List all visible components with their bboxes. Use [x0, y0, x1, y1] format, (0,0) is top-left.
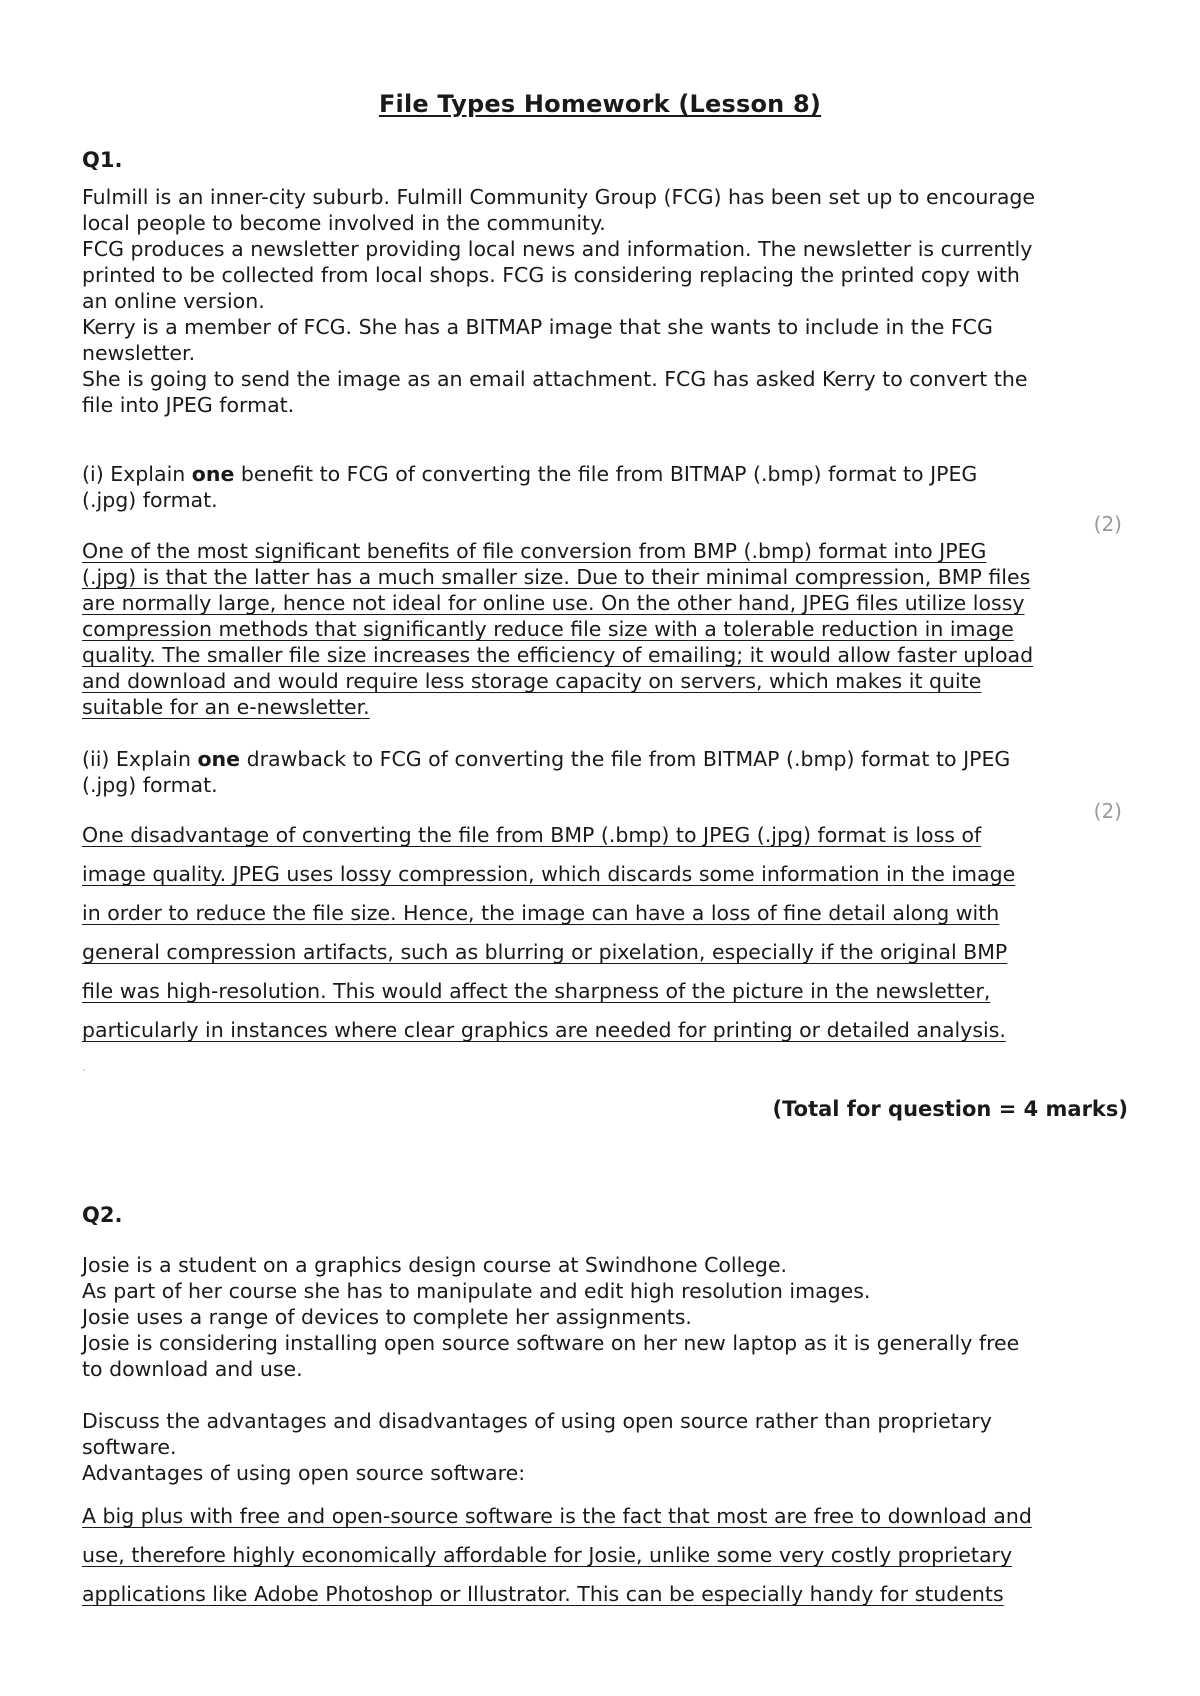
answer-line: compression methods that significantly reduce file size with a tolerable reduction in image	[82, 617, 1014, 641]
answer-line: image quality. JPEG uses lossy compression, which discards some information in the image	[82, 862, 1016, 886]
q2-scenario-line: As part of her course she has to manipulate and edit high resolution images.	[82, 1279, 871, 1303]
q2-scenario-line: to download and use.	[82, 1357, 303, 1381]
q2-answer	[82, 1497, 1132, 1614]
q1-total-marks: (Total for question = 4 marks)	[772, 1097, 1128, 1121]
q1-part-ii-line1	[82, 746, 1132, 772]
q1-label: Q1.	[82, 148, 123, 172]
answer-line: (.jpg) is that the latter has a much smaller size. Due to their minimal compression, BMP files	[82, 565, 1031, 589]
q1-part-i-line1	[82, 461, 1132, 487]
answer-line: A big plus with free and open-source software is the fact that most are free to download and	[82, 1504, 1032, 1528]
answer-line: One of the most significant benefits of file conversion from BMP (.bmp) format into JPEG	[82, 539, 987, 563]
q1-scenario-line: FCG produces a newsletter providing local news and information. The newsletter is currently	[82, 237, 1033, 261]
q1-part-ii-suffix: drawback to FCG of converting the file from BITMAP (.bmp) format to JPEG	[240, 747, 1011, 771]
q2-scenario-line: Josie uses a range of devices to complete her assignments.	[82, 1305, 692, 1329]
answer-line: One disadvantage of converting the file from BMP (.bmp) to JPEG (.jpg) format is loss of	[82, 823, 982, 847]
q1-scenario-line: Kerry is a member of FCG. She has a BITMAP image that she wants to include in the FCG	[82, 315, 993, 339]
q1-part-i-question	[82, 461, 1132, 513]
q1-scenario-line: an online version.	[82, 289, 265, 313]
answer-line: in order to reduce the file size. Hence, the image can have a loss of fine detail along with	[82, 901, 1000, 925]
q1-part-i-line2: (.jpg) format.	[82, 488, 218, 512]
q1-part-ii-prefix: (ii) Explain	[82, 747, 198, 771]
answer-line: and download and would require less storage capacity on servers, which makes it quite	[82, 669, 982, 693]
answer-line: applications like Adobe Photoshop or Illustrator. This can be especially handy for students	[82, 1582, 1004, 1606]
q1-part-i-suffix: benefit to FCG of converting the file from BITMAP (.bmp) format to JPEG	[234, 462, 978, 486]
q1-part-i-answer	[82, 538, 1132, 720]
q1-scenario-line: Fulmill is an inner-city suburb. Fulmill Community Group (FCG) has been set up to encourage	[82, 185, 1036, 209]
q2-prompt-line: software.	[82, 1435, 177, 1459]
q1-part-ii-line2: (.jpg) format.	[82, 773, 218, 797]
q2-label: Q2.	[82, 1203, 123, 1227]
answer-line: quality. The smaller file size increases the efficiency of emailing; it would allow faster upload	[82, 643, 1034, 667]
q1-part-ii-question	[82, 746, 1132, 798]
q1-scenario-line: newsletter.	[82, 341, 196, 365]
q2-scenario-line: Josie is considering installing open source software on her new laptop as it is generally free	[82, 1331, 1020, 1355]
answer-line: particularly in instances where clear graphics are needed for printing or detailed analysis.	[82, 1018, 1006, 1042]
q2-prompt-line: Advantages of using open source software:	[82, 1461, 526, 1485]
q1-part-i-prefix: (i) Explain	[82, 462, 192, 486]
answer-line: suitable for an e-newsletter.	[82, 695, 370, 719]
answer-line: general compression artifacts, such as blurring or pixelation, especially if the original BMP	[82, 940, 1008, 964]
q1-scenario-line: file into JPEG format.	[82, 393, 295, 417]
q1-scenario	[82, 184, 1132, 418]
q1-scenario-line: local people to become involved in the community.	[82, 211, 606, 235]
answer-line: are normally large, hence not ideal for online use. On the other hand, JPEG files utilize lossy	[82, 591, 1025, 615]
q1-part-ii-marks: (2)	[1093, 799, 1122, 823]
answer-line: use, therefore highly economically affordable for Josie, unlike some very costly proprietary	[82, 1543, 1013, 1567]
q1-part-ii-keyword: one	[197, 747, 241, 771]
stray-mark: .	[82, 1060, 86, 1074]
q2-scenario-line: Josie is a student on a graphics design course at Swindhone College.	[82, 1253, 788, 1277]
q2-scenario	[82, 1252, 1132, 1382]
q1-part-i-keyword: one	[191, 462, 235, 486]
page-title: File Types Homework (Lesson 8)	[378, 90, 822, 118]
q1-part-ii-answer	[82, 816, 1132, 1050]
q2-prompt-line: Discuss the advantages and disadvantages of using open source rather than proprietary	[82, 1409, 992, 1433]
answer-line: file was high-resolution. This would affect the sharpness of the picture in the newsletter,	[82, 979, 991, 1003]
q2-prompt	[82, 1408, 1132, 1486]
q1-scenario-line: She is going to send the image as an email attachment. FCG has asked Kerry to convert the	[82, 367, 1028, 391]
q1-scenario-line: printed to be collected from local shops. FCG is considering replacing the printed copy with	[82, 263, 1020, 287]
q1-part-i-marks: (2)	[1093, 512, 1122, 536]
